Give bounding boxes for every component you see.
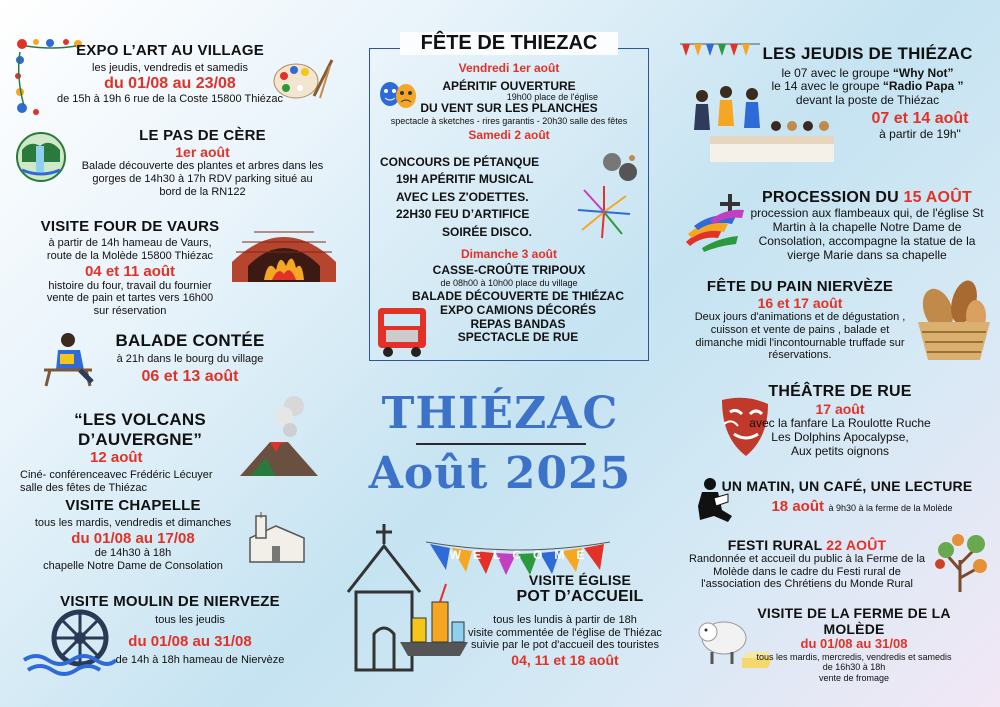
expo-dates: du 01/08 au 23/08 [104,74,236,92]
truck-icon [374,300,430,363]
pain-info-2: cuisson et vente de pains , balade et [710,323,890,336]
bread-basket-icon [914,280,994,367]
jeudis-line-1a: le 07 avec le groupe [781,65,893,80]
fete-aperitif-sub: 19h00 place de l'église [506,91,598,102]
procession-info-4: vierge Marie dans sa chapelle [787,247,947,262]
expo-block [30,42,310,106]
volcans-block [10,410,270,495]
balade-title: BALADE CONTÉE [115,331,265,350]
fete-day-3: Dimanche 3 août [460,247,558,261]
fete-tripoux-sub: de 08h00 à 10h00 place du village [440,277,578,288]
eglise-info-3: suivie par le pot d'accueil des touristes [471,639,659,652]
cere-date: 1er août [175,144,230,161]
four-title: VISITE FOUR DE VAURS [40,218,220,235]
fete-vent: DU VENT SUR LES PLANCHES [420,100,598,115]
ferme-dates: du 01/08 au 31/08 [800,636,908,652]
jeudis-line-2 [740,80,995,94]
procession-title-a: PROCESSION DU [762,189,904,206]
fete-tripoux: CASSE-CROÛTE TRIPOUX [432,262,586,277]
title-divider [416,443,586,445]
eglise-info [420,614,670,668]
moulin-info-1: tous les jeudis [155,614,225,627]
cross-colors-icon [682,192,748,257]
four-dates: 04 et 11 août [84,262,176,280]
fete-disco: SOIRÉE DISCO. [442,224,533,239]
volcans-info-2: salle des fêtes de Thiézac [20,481,147,494]
eglise-title-1: VISITE ÉGLISE [528,572,632,588]
procession-info-3: Consolation, accompagne la statue de la [758,233,976,248]
cere-title: LE PAS DE CÈRE [139,127,266,144]
jeudis-line-2b: “Radio Papa ” [882,79,964,94]
four-info-4: vente de pain et tartes vers 16h00 [46,292,214,305]
cere-info-3: bord de la RN122 [159,185,246,198]
fete-spectacle: SPECTACLE DE RUE [457,330,579,345]
fete-aperitif: APÉRITIF OUVERTURE [442,78,576,93]
balade-info: à 21h dans le bourg du village [116,352,264,365]
pain-info-3: dimanche midi l'incontournable truffade sur [695,336,905,349]
procession-title [744,189,990,207]
jeudis-title: LES JEUDIS DE THIÉZAC [762,44,973,63]
pain-block [684,278,916,362]
balade-dates: 06 et 13 août [141,368,239,386]
expo-days: les jeudis, vendredis et samedis [92,62,248,75]
cere-info-2: gorges de 14h30 à 17h RDV parking situé au [92,172,313,185]
fete-camions: EXPO CAMIONS DÉCORÉS [439,302,597,317]
pain-info-1: Deux jours d'animations et de dégustation , [694,311,906,324]
chapelle-info-2: de 14h30 à 18h [94,547,172,560]
eglise-block [470,572,690,606]
oven-icon [228,222,340,289]
pain-dates: 16 et 17 août [757,295,843,312]
four-info-5: sur réservation [93,305,167,318]
fete-feu: 22H30 FEU D’ARTIFICE [396,207,530,222]
jeudis-dates-block [840,110,1000,142]
chapelle-info-3: chapelle Notre Dame de Consolation [43,559,223,572]
main-title: THIÉZAC [381,388,619,439]
matin-date: 18 août [771,498,824,516]
jeudis-dates: 07 et 14 août [871,110,969,127]
fete-bandas: REPAS BANDAS [470,316,566,331]
moulin-title: VISITE MOULIN DE NIERVEZE [60,593,280,610]
theatre-info-2: Les Dolphins Apocalypse, [771,430,909,445]
fete-samedi [380,154,560,241]
fireworks-icon [574,182,634,247]
ferme-title: VISITE DE LA FERME DE LA MOLÈDE [757,605,951,638]
jeudis-line-3: devant la poste de Thiézac [795,93,940,108]
ferme-info-3: vente de fromage [818,672,890,683]
welcome-text: WELCOME [449,548,597,562]
procession-title-b: 15 AOÛT [903,189,972,206]
welcome-banner [426,538,610,576]
eglise-title-2: POT D’ACCUEIL [516,588,644,606]
four-info-3: histoire du four, travail du fournier [48,279,212,292]
fete-balade: BALADE DÉCOUVERTE DE THIÉZAC [411,288,624,303]
matin-info: à 9h30 à la ferme de la Molède [828,503,953,514]
expo-title: EXPO L’ART AU VILLAGE [76,42,264,59]
fete-aperitif-musical: 19H APÉRITIF MUSICAL [396,172,534,187]
pain-title: FÊTE DU PAIN NIERVÈZE [706,278,894,295]
fete-petanque: CONCOURS DE PÉTANQUE [380,155,540,169]
fete-zodettes: AVEC LES Z'ODETTES. [396,189,529,204]
volcans-title: “LES VOLCANS D’AUVERGNE” [74,410,206,449]
fete-day-2: Samedi 2 août [468,128,550,143]
ferme-block [730,605,978,683]
jeudis-block [740,44,995,108]
moulin-dates: du 01/08 au 31/08 [128,632,252,650]
ferme-info-2: de 16h30 à 18h [822,662,886,673]
eglise-info-1: tous les lundis à partir de 18h [493,614,637,626]
festi-title-b: 22 AOÛT [826,537,887,553]
ferme-info-1: tous les mardis, mercredis, vendredis et samedis [756,652,952,663]
fete-vent-sub: spectacle à sketches - rires garantis - 20h30 salle des fêtes [390,115,628,126]
jeudis-time: à partir de 19h" [879,127,961,142]
festi-info-1: Randonnée et accueil du public à la Ferme de la [688,553,926,566]
volcans-info-1: Ciné- conférenceavec Frédéric Lécuyer [20,469,213,482]
procession-info-1: procession aux flambeaux qui, de l'église St [750,206,984,221]
chapelle-info-1: tous les mardis, vendredis et dimanches [34,517,232,530]
theatre-title: THÉÂTRE DE RUE [768,383,912,400]
balade-block [90,331,290,387]
eglise-dates: 04, 11 et 18 août [511,651,619,668]
festi-info-2: Molède dans le cadre du Festi rural de [713,565,901,578]
theatre-info-3: Aux petits oignons [790,444,890,459]
four-info-1: à partir de 14h hameau de Vaurs, [48,237,212,250]
fete-day-1: Vendredi 1er août [458,61,560,75]
procession-info-2: Martin à la chapelle Notre Dame de [772,220,962,235]
expo-info: de 15h à 19h 6 rue de la Coste 15800 Thiézac [56,93,284,106]
main-subtitle: Août 2025 [368,448,632,499]
moulin-block [40,593,300,667]
matin-title: UN MATIN, UN CAFÉ, UNE LECTURE [721,478,973,494]
procession-block [744,189,990,263]
matin-line [712,498,982,516]
eglise-info-2: visite commentée de l'église de Thiézac [468,626,662,639]
festi-title-a: FESTI RURAL [727,537,827,553]
theater-masks-icon [376,80,420,115]
tree-icon [930,530,994,599]
volcans-date: 12 août [90,449,143,467]
chapelle-block [8,497,258,572]
fete-title: FÊTE DE THIEZAC [400,32,618,55]
festi-info-3: l'association des Chrétiens du Monde Rural [701,578,913,591]
pain-info-4: réservations. [768,349,832,362]
jeudis-line-1 [740,67,995,81]
chapelle-title: VISITE CHAPELLE [65,497,201,514]
four-block [20,218,240,318]
theatre-info-1: avec la fanfare La Roulotte Ruche [749,416,931,431]
theatre-date: 17 août [815,401,865,418]
four-info-2: route de la Molède 15800 Thiézac [46,249,214,262]
festi-block [682,537,932,591]
moulin-info-2: de 14h à 18h hameau de Niervèze [115,654,285,667]
cere-block [60,127,345,198]
chapelle-dates: du 01/08 au 17/08 [71,529,195,547]
matin-block [712,478,982,516]
theatre-block [740,383,940,459]
jeudis-line-1b: “Why Not” [892,65,954,80]
cere-info-1: Balade découverte des plantes et arbres dans les [81,160,324,173]
jeudis-line-2a: le 14 avec le groupe [771,79,883,94]
festi-title [682,537,932,553]
